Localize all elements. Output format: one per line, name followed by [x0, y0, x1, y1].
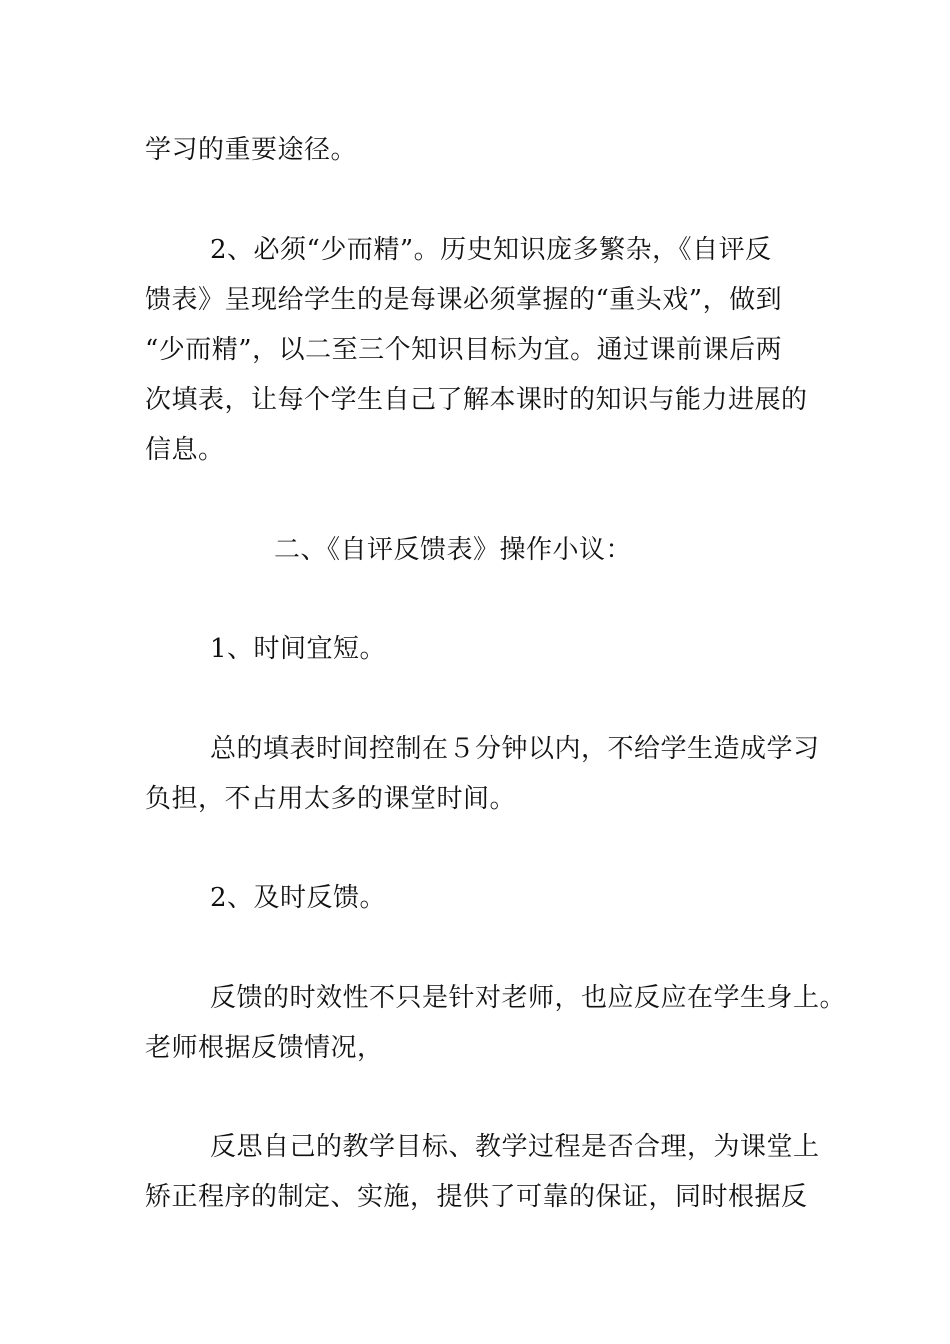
item-title: 1、时间宜短。: [210, 634, 387, 664]
text-line: 负担，不占用太多的课堂时间。: [145, 784, 517, 814]
text-line: 次填表，让每个学生自己了解本课时的知识与能力进展的: [145, 385, 808, 415]
text-line: 老师根据反馈情况，: [145, 1033, 384, 1063]
text-line: 反馈的时效性不只是针对老师，也应反应在学生身上。: [210, 983, 847, 1013]
text-line: 信息。: [145, 435, 225, 465]
text-line: 反思自己的教学目标、教学过程是否合理，为课堂上: [210, 1132, 820, 1162]
text-line: 馈表》呈现给学生的是每课必须掌握的“重头戏”，做到: [145, 285, 783, 315]
item-title: 2、及时反馈。: [210, 883, 387, 913]
text-line: 学习的重要途径。: [145, 135, 358, 165]
text-line: 总的填表时间控制在５分钟以内，不给学生造成学习: [210, 734, 820, 764]
section-heading: 二、《自评反馈表》操作小议：: [274, 535, 633, 565]
text-line: 矫正程序的制定、实施，提供了可靠的保证，同时根据反: [145, 1182, 808, 1212]
text-line: 2、必须“少而精”。历史知识庞多繁杂，《自评反: [210, 235, 772, 265]
text-line: “少而精”，以二至三个知识目标为宜。通过课前课后两: [145, 335, 783, 365]
